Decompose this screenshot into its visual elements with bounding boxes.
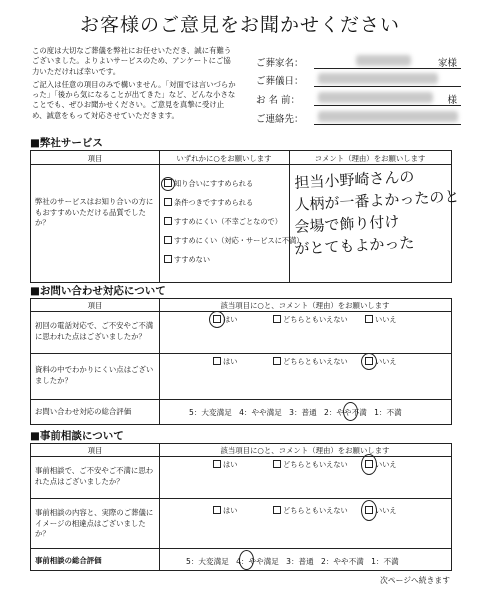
scale-1: 1：不満 xyxy=(371,557,399,566)
service-option-4[interactable] xyxy=(164,236,303,246)
inquiry-col-choice: 該当項目に○と、コメント（理由）をお願いします xyxy=(220,301,390,310)
scale-3: 3：普通 xyxy=(289,408,317,417)
redacted-contact xyxy=(318,111,458,122)
intro-paragraph-1: この度は大切なご葬儀を弊社にお任せいただき、誠に有難うございました。よりよいサービスのため、アンケートにご協力いただければ幸いです。 xyxy=(32,46,232,76)
service-option-1[interactable] xyxy=(164,179,253,189)
checkbox-icon xyxy=(365,315,373,323)
handwritten-comment-line-4: がとてもよかった xyxy=(294,233,415,258)
option-label: いいえ xyxy=(375,460,397,469)
consultation-table xyxy=(30,443,452,571)
scale-2: 2：やや不満 xyxy=(321,557,364,566)
selection-circle-mark xyxy=(343,402,358,421)
checkbox-icon xyxy=(164,236,172,244)
option-label: いいえ xyxy=(375,357,397,366)
option-label: すすめない xyxy=(174,255,211,264)
funeral-date-label: ご葬儀日： xyxy=(256,76,304,87)
scale-1: 1：不満 xyxy=(374,408,402,417)
family-name-row xyxy=(256,54,461,71)
service-table xyxy=(30,150,460,283)
redacted-name xyxy=(318,92,433,103)
checkbox-icon xyxy=(273,506,281,514)
scale-2-label: ：やや不満 xyxy=(328,408,367,417)
option-label: はい xyxy=(223,506,238,515)
consultation-q2-neutral[interactable] xyxy=(273,506,348,516)
consultation-overall-scale[interactable] xyxy=(186,556,399,567)
inquiry-overall-scale[interactable] xyxy=(189,407,402,418)
option-label: 知り合いにすすめられる xyxy=(174,179,254,188)
handwritten-comment-line-3: 会場で飾り付け xyxy=(294,212,400,236)
inquiry-q2-yes[interactable] xyxy=(213,357,237,367)
selection-circle-mark xyxy=(161,177,175,191)
checkbox-icon xyxy=(164,198,172,206)
inquiry-q1-no[interactable] xyxy=(365,315,397,325)
funeral-date-row xyxy=(256,72,461,89)
service-col-choice: いずれかに○をお願いします xyxy=(176,154,272,163)
scale-3: 3：普通 xyxy=(286,557,314,566)
inquiry-question-1: 初回の電話対応で、ご不安やご不満に思われた点はございましたか？ xyxy=(35,321,154,341)
funeral-date-line xyxy=(314,86,461,87)
inquiry-question-2: 資料の中でわかりにくい点はございましたか？ xyxy=(35,365,154,385)
contact-row xyxy=(256,110,461,127)
option-label: はい xyxy=(223,357,238,366)
scale-4-label: ：やや満足 xyxy=(240,557,279,566)
page-title: お客様のご意見をお聞かせください xyxy=(79,14,400,36)
intro-paragraph-2: ご記入は任意の項目のみで構いません。「対面では言いづらかった」「後から気になることが出てきた」など、どんな小さなことでも、ぜひお聞かせください。ご意見を真摯に受け止め、誠意をもって対応させていただきます。 xyxy=(32,79,236,120)
inquiry-table xyxy=(30,298,452,425)
option-label: どちらともいえない xyxy=(283,315,348,324)
handwritten-comment-line-2: 人柄が一番よかったのと xyxy=(294,187,460,214)
consultation-q1-neutral[interactable] xyxy=(273,460,348,470)
scale-4: 4：やや満足 xyxy=(239,408,282,417)
inquiry-q1-neutral[interactable] xyxy=(273,315,348,325)
consultation-q1-yes[interactable] xyxy=(213,460,237,470)
family-name-suffix: 家様 xyxy=(437,58,457,69)
name-suffix: 様 xyxy=(447,95,457,106)
selection-circle-mark xyxy=(361,353,377,370)
selection-circle-mark xyxy=(209,311,225,328)
name-line xyxy=(314,105,461,106)
consultation-col-choice: 該当項目に○と、コメント（理由）をお願いします xyxy=(220,446,390,455)
option-label: すすめにくい（対応・サービスに不満） xyxy=(174,236,304,245)
redacted-family-name xyxy=(356,55,411,66)
contact-label: ご連絡先： xyxy=(256,114,304,125)
checkbox-icon xyxy=(273,315,281,323)
family-name-label: ご葬家名： xyxy=(256,58,304,69)
option-label: はい xyxy=(223,460,238,469)
checkbox-icon xyxy=(164,255,172,263)
section-inquiry-title: ■お問い合わせ対応について xyxy=(30,285,166,297)
selection-circle-mark xyxy=(361,500,377,521)
service-col-item: 項目 xyxy=(87,154,103,163)
checkbox-icon xyxy=(213,357,221,365)
consultation-overall-label: 事前相談の総合評価 xyxy=(35,556,102,565)
inquiry-col-item: 項目 xyxy=(87,301,103,310)
scale-5: 5：大変満足 xyxy=(186,557,229,566)
checkbox-icon xyxy=(273,357,281,365)
option-label: どちらともいえない xyxy=(283,357,348,366)
option-label: いいえ xyxy=(375,315,397,324)
scale-5: 5：大変満足 xyxy=(189,408,232,417)
handwritten-comment-line-1: 担当小野崎さんの xyxy=(294,167,415,192)
scale-2: 2 xyxy=(324,408,329,417)
selection-circle-mark xyxy=(361,454,377,475)
section-service-title: ■弊社サービス xyxy=(30,137,103,149)
checkbox-icon xyxy=(213,506,221,514)
next-page-note: 次ページへ続きます xyxy=(379,576,450,585)
inquiry-overall-label: お問い合わせ対応の総合評価 xyxy=(35,407,132,416)
service-question: 弊社のサービスはお知り合いの方にもおすすめいただける品質でしたか？ xyxy=(35,197,154,227)
scale-4: 4 xyxy=(236,557,241,566)
intro-text xyxy=(32,46,237,121)
contact-line xyxy=(314,124,461,125)
selection-circle-mark xyxy=(239,550,254,570)
section-consultation-title: ■事前相談について xyxy=(30,430,124,442)
consultation-question-2: 事前相談の内容と、実際のご葬儀にイメージの相違点はございましたか？ xyxy=(35,508,154,538)
checkbox-icon xyxy=(164,217,172,225)
consultation-q2-yes[interactable] xyxy=(213,506,237,516)
name-row xyxy=(256,91,461,108)
name-label: お 名 前： xyxy=(256,95,301,106)
checkbox-icon xyxy=(273,460,281,468)
consultation-question-1: 事前相談で、ご不安やご不満に思われた点はございましたか？ xyxy=(35,466,154,486)
service-option-2[interactable] xyxy=(164,198,253,208)
option-label: すすめにくい（不幸ごとなので） xyxy=(174,217,282,226)
option-label: 条件つきですすめられる xyxy=(174,198,254,207)
option-label: いいえ xyxy=(375,506,397,515)
inquiry-q2-neutral[interactable] xyxy=(273,357,348,367)
checkbox-icon xyxy=(213,460,221,468)
redacted-date xyxy=(318,73,438,84)
service-option-5[interactable] xyxy=(164,255,210,265)
service-col-comment: コメント（理由）をお願いします xyxy=(314,154,426,163)
option-label: どちらともいえない xyxy=(283,506,348,515)
option-label: どちらともいえない xyxy=(283,460,348,469)
consultation-col-item: 項目 xyxy=(87,446,103,455)
service-option-3[interactable] xyxy=(164,217,282,227)
option-label: はい xyxy=(223,315,238,324)
